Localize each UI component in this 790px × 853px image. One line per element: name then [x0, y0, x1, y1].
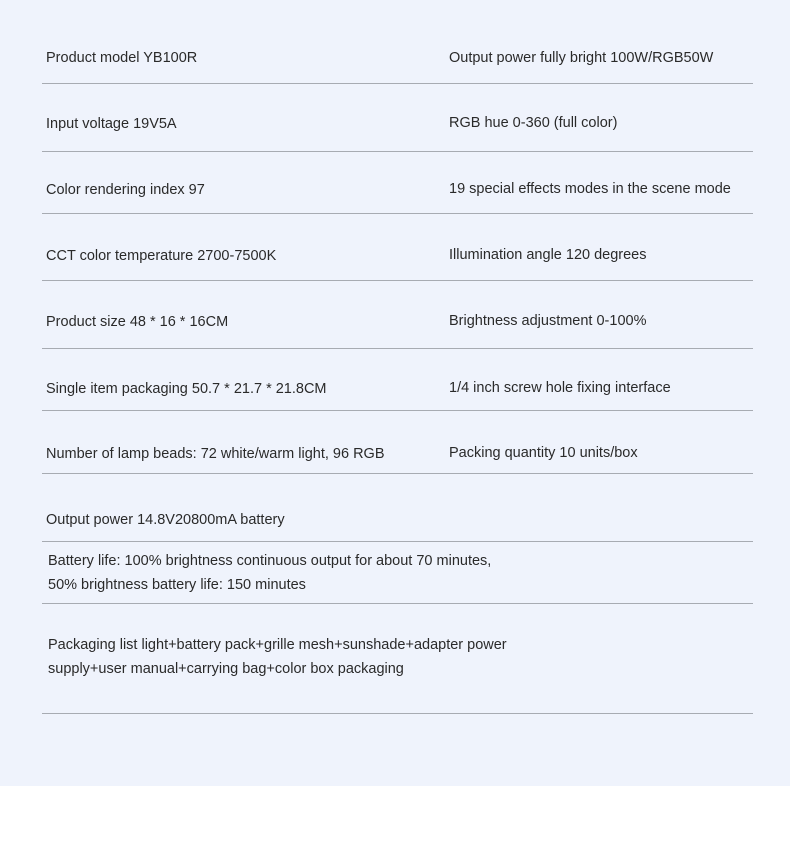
spec-row-voltage [42, 84, 753, 152]
spec-row-beads [42, 411, 753, 474]
spec-input-voltage: Input voltage 19V5A [46, 116, 177, 132]
spec-brightness: Brightness adjustment 0-100% [449, 313, 647, 329]
spec-packing-quantity: Packing quantity 10 units/box [449, 445, 638, 461]
spec-battery-output: Output power 14.8V20800mA battery [46, 512, 285, 528]
spec-screw-hole: 1/4 inch screw hole fixing interface [449, 380, 671, 396]
spec-effects-modes: 19 special effects modes in the scene mode [449, 181, 731, 197]
packaging-list-line-2: supply+user manual+carrying bag+color box packaging [48, 661, 404, 677]
spec-row-model [42, 0, 753, 84]
spec-packaging-list [48, 633, 507, 681]
battery-life-line-1: Battery life: 100% brightness continuous output for about 70 minutes, [48, 553, 492, 569]
spec-row-packaging-list [42, 604, 753, 714]
spec-row-battery [42, 474, 753, 542]
spec-illumination-angle: Illumination angle 120 degrees [449, 247, 647, 263]
spec-row-cct [42, 214, 753, 281]
spec-model: Product model YB100R [46, 50, 198, 66]
spec-product-size: Product size 48 * 16 * 16CM [46, 314, 229, 330]
spec-row-size [42, 281, 753, 349]
spec-row-packaging [42, 349, 753, 411]
spec-color-temperature: CCT color temperature 2700-7500K [46, 248, 277, 264]
packaging-list-line-1: Packaging list light+battery pack+grille mesh+sunshade+adapter power [48, 637, 507, 653]
spec-battery-life [48, 549, 491, 597]
spec-output-power: Output power fully bright 100W/RGB50W [449, 50, 714, 66]
battery-life-line-2: 50% brightness battery life: 150 minutes [48, 577, 306, 593]
spec-row-cri [42, 152, 753, 214]
spec-row-battery-life [42, 542, 753, 604]
spec-color-rendering: Color rendering index 97 [46, 182, 205, 198]
spec-rgb-hue: RGB hue 0-360 (full color) [449, 115, 618, 131]
spec-item-packaging: Single item packaging 50.7 * 21.7 * 21.8CM [46, 381, 327, 397]
spec-lamp-beads: Number of lamp beads: 72 white/warm light, 96 RGB [46, 446, 385, 462]
